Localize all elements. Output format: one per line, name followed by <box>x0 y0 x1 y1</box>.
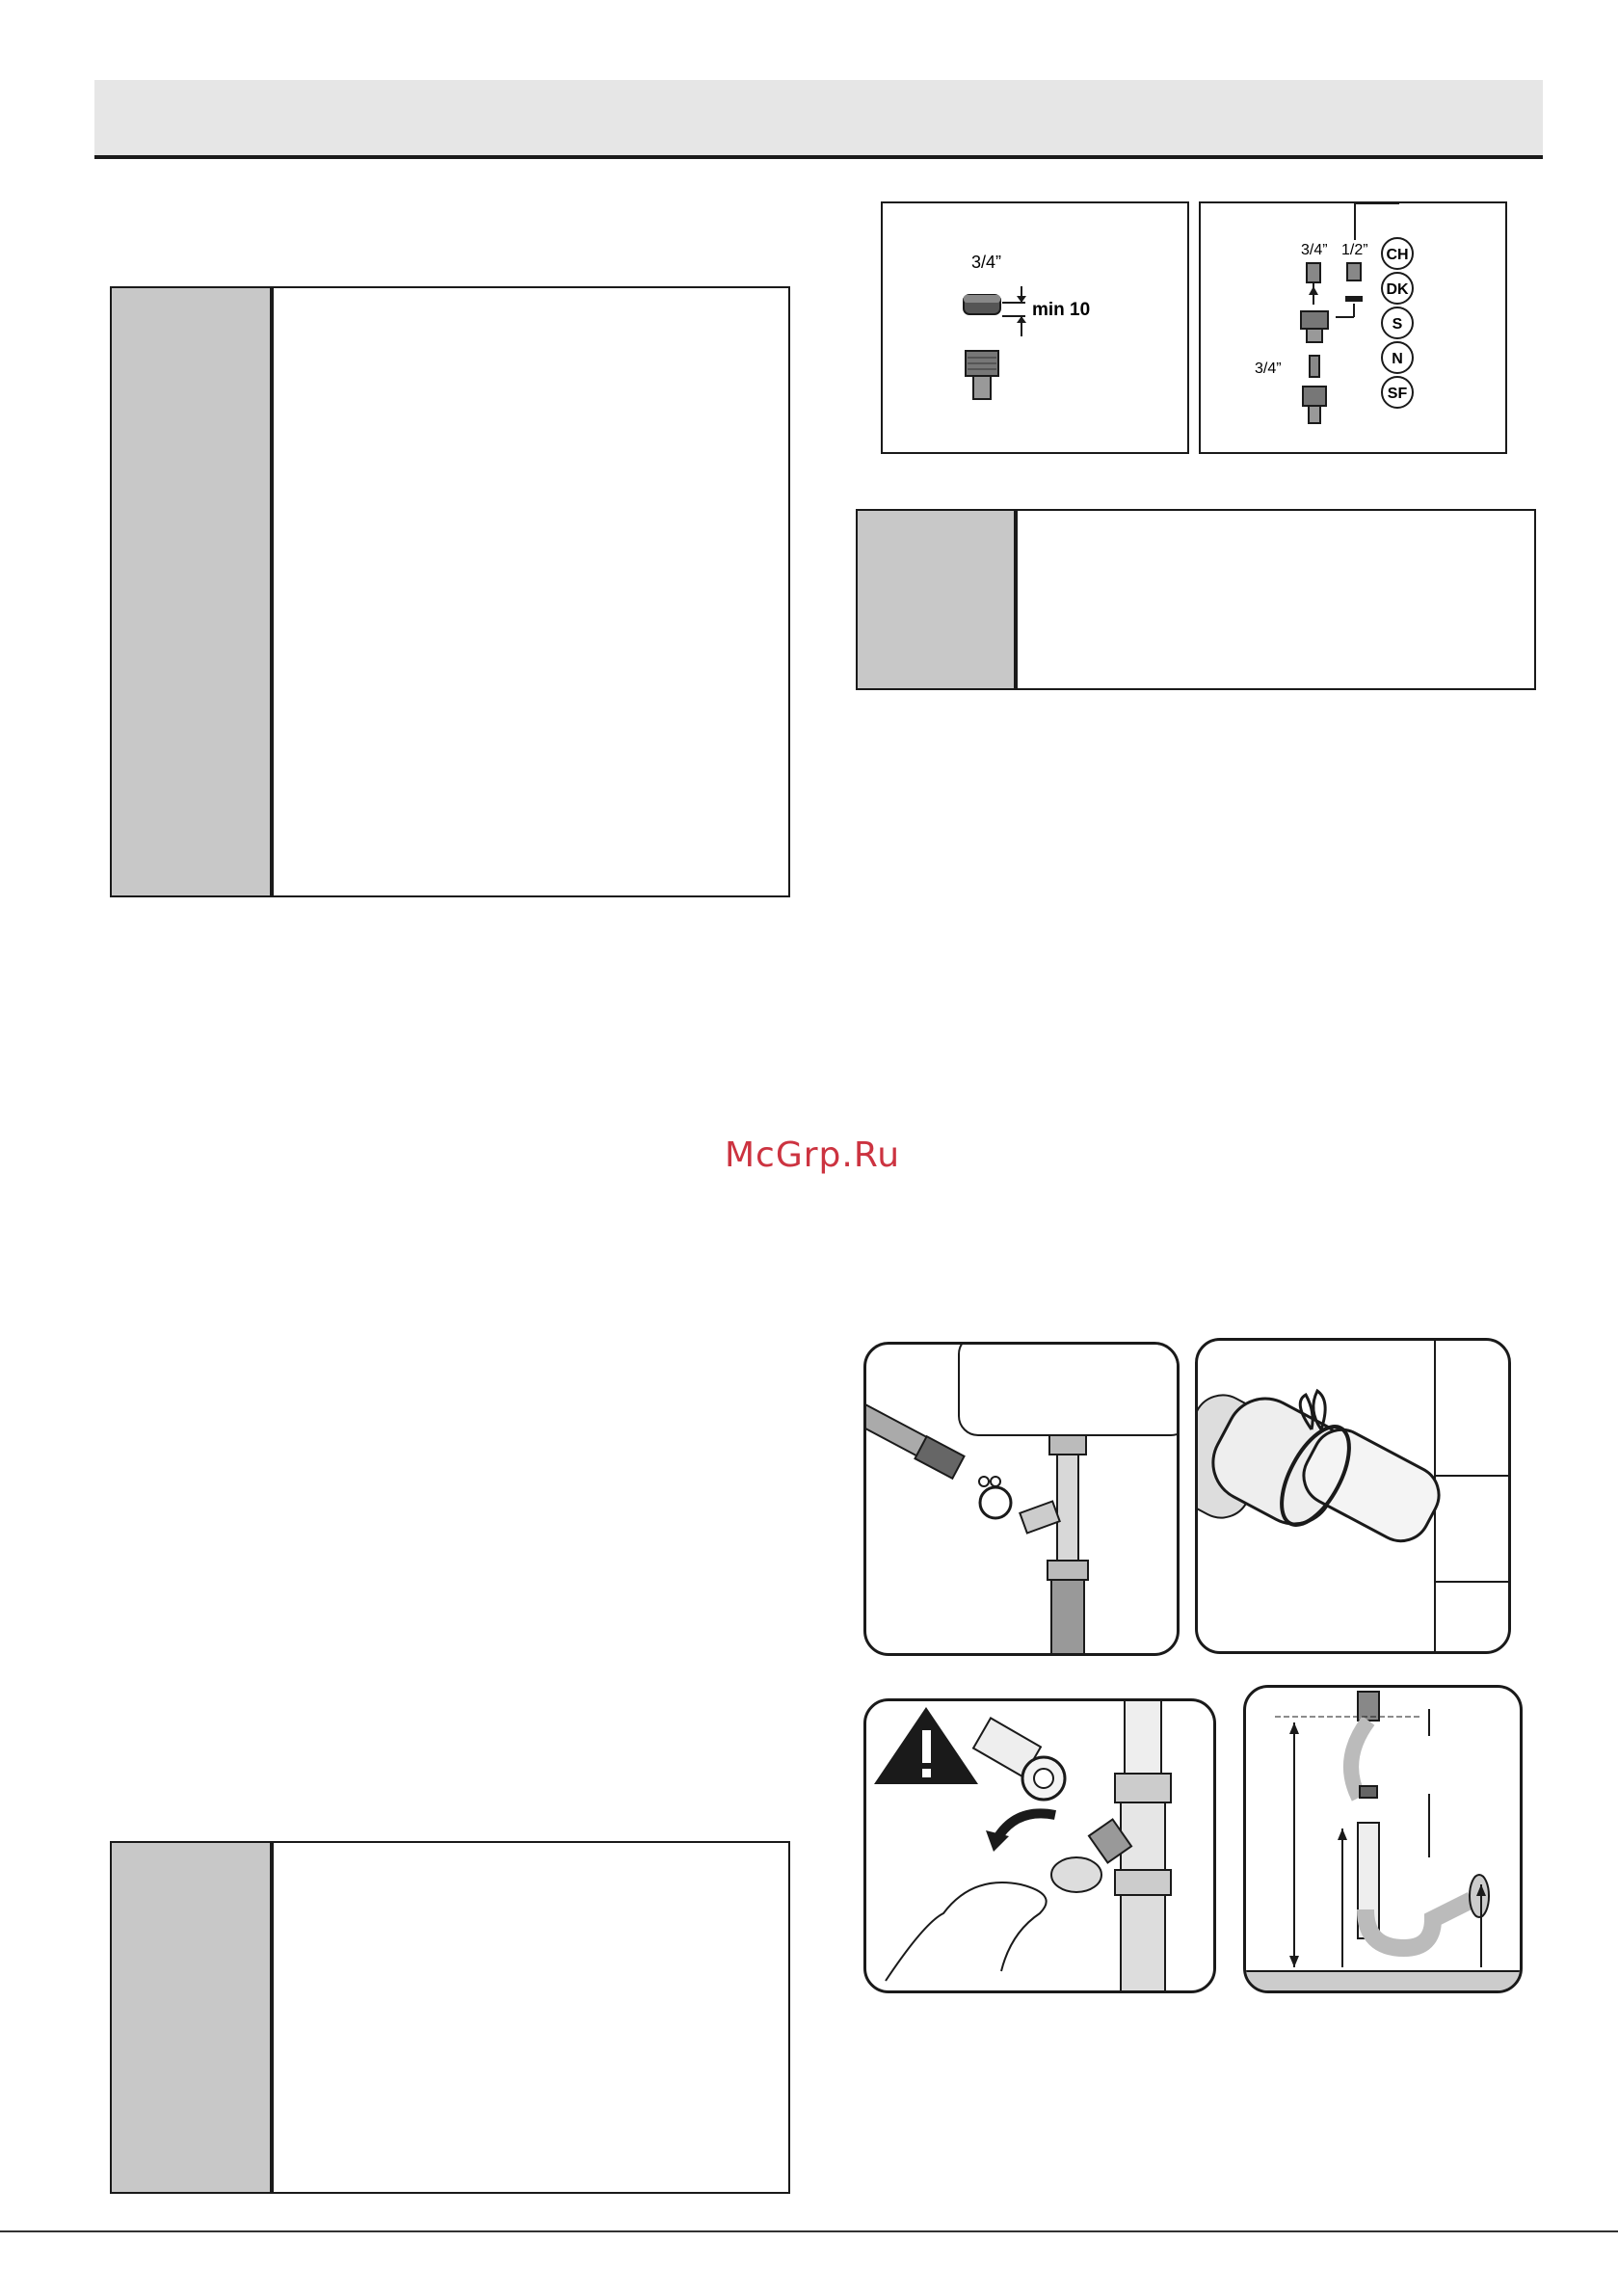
country-code-dk: DK <box>1386 281 1409 298</box>
note-box-3 <box>110 1841 790 2194</box>
note-box-1 <box>110 286 790 897</box>
watermark: McGrp.Ru <box>725 1135 901 1175</box>
adapter-thread-top-label: 3/4” <box>1301 242 1328 258</box>
connector-gap-label: min 10 <box>1032 300 1091 320</box>
note-box-2 <box>856 509 1536 690</box>
connector-gap-drawing <box>883 203 1187 452</box>
country-code-list <box>1382 238 1413 408</box>
adapter-thread-half-label: 1/2” <box>1341 242 1368 258</box>
note-box-2-sidebar <box>858 511 1018 688</box>
country-code-ch: CH <box>1386 247 1409 263</box>
note-box-1-sidebar <box>112 288 274 895</box>
country-code-n: N <box>1392 351 1403 367</box>
figure-drain-trap-heights <box>1243 1685 1523 1993</box>
page-footer-rule <box>0 2230 1618 2232</box>
figure-hose-to-sink <box>863 1342 1180 1656</box>
figure-hose-clamp <box>1195 1338 1511 1654</box>
hose-to-sink-drawing <box>866 1345 1177 1653</box>
page-header-band <box>94 80 1543 159</box>
connector-thread-label: 3/4” <box>971 253 1002 272</box>
adapter-thread-bottom-label: 3/4” <box>1255 360 1282 377</box>
hose-clamp-drawing <box>1198 1341 1508 1651</box>
adapter-drawing <box>1201 203 1505 452</box>
figure-connector-gap <box>881 201 1189 454</box>
figure-warning-remove-cap <box>863 1698 1216 1993</box>
drain-trap-drawing <box>1246 1688 1520 1990</box>
figure-adapter-countries <box>1199 201 1507 454</box>
country-code-sf: SF <box>1387 386 1408 402</box>
note-box-3-sidebar <box>112 1843 274 2192</box>
country-code-s: S <box>1392 316 1403 333</box>
warning-triangle-icon <box>874 1707 978 1784</box>
warning-remove-cap-drawing <box>866 1701 1213 1990</box>
